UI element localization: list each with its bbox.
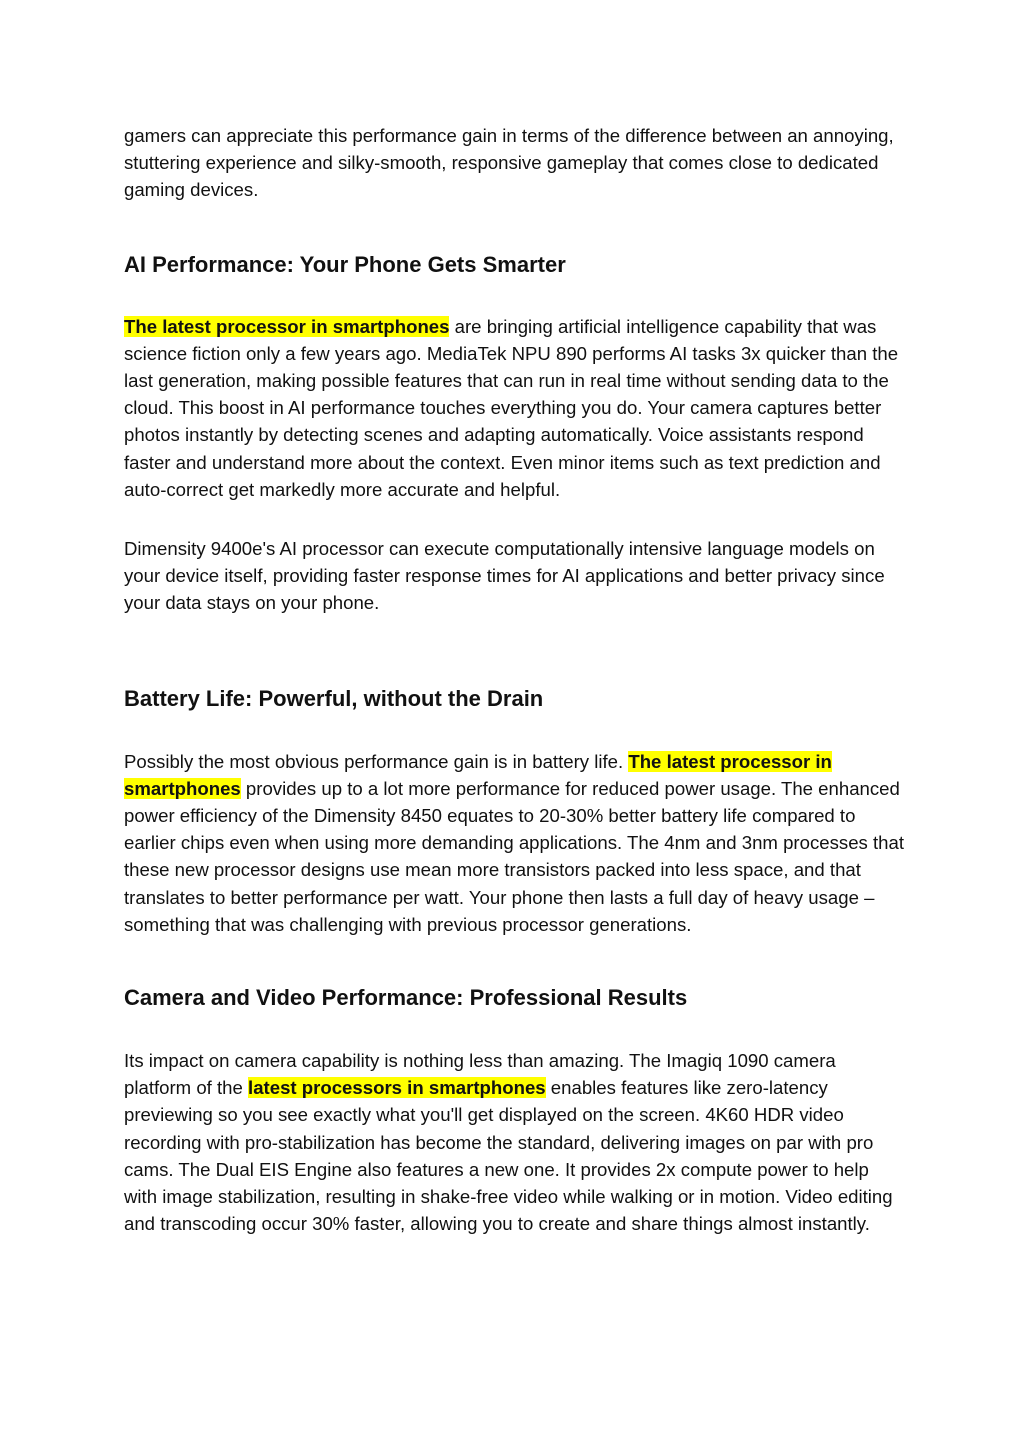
camera-paragraph [124, 1047, 904, 1237]
highlighted-keyword[interactable]: The latest processor in smartphones [124, 750, 832, 799]
battery-paragraph-text-start: Possibly the most obvious performance gain is in battery life. [124, 750, 629, 772]
camera-video-heading: Camera and Video Performance: Professional Results [124, 985, 688, 1011]
ai-paragraph-2: Dimensity 9400e's AI processor can execute computationally intensive language models on your device itself, providing faster response times for AI applications and better privacy since your data stays on your phone. [124, 538, 885, 614]
highlighted-keyword[interactable]: The latest processor in smartphones [124, 315, 450, 337]
intro-paragraph: gamers can appreciate this performance gain in terms of the difference between an annoying, stuttering experience and silky-smooth, responsive gameplay that comes close to dedicated gaming devices. [124, 125, 894, 201]
ai-paragraph-1-text: are bringing artificial intelligence capability that was science fiction only a few years ago. MediaTek NPU 890 performs AI tasks 3x quicker than the last generation, making possible features that can run in real time without sending data to the cloud. This boost in AI performance touches everything you do. Your camera captures better photos instantly by detecting scenes and adapting automatically. Voice assistants respond faster and understand more about the context. Even minor items such as text prediction and auto-correct get markedly more accurate and helpful. [124, 315, 899, 500]
document-page [124, 122, 904, 1237]
battery-paragraph-text-end: provides up to a lot more performance for reduced power usage. The enhanced power efficiency of the Dimensity 8450 equates to 20-30% better battery life compared to earlier chips even when using more demanding applications. The 4nm and 3nm processes that these new processor designs use mean more transistors packed into less space, and that translates to better performance per watt. Your phone then lasts a full day of heavy usage – something that was challenging with previous processor generations. [124, 777, 905, 935]
camera-paragraph-text-start: Its impact on camera capability is nothing less than amazing. The Imagiq 1090 camera platform of the [124, 1050, 836, 1099]
ai-performance-heading: AI Performance: Your Phone Gets Smarter [124, 251, 566, 277]
highlighted-keyword[interactable]: latest processors in smartphones [248, 1077, 546, 1099]
battery-paragraph [124, 748, 904, 938]
battery-life-heading: Battery Life: Powerful, without the Drain [124, 685, 544, 711]
ai-paragraph-1 [124, 313, 904, 503]
camera-paragraph-text-end: enables features like zero-latency previewing so you see exactly what you'll get displayed on the screen. 4K60 HDR video recording with pro-stabilization has become the standard, delivering images on par with pro cams. The Dual EIS Engine also features a new one. It provides 2x compute power to help with image stabilization, resulting in shake-free video while walking or in motion. Video editing and transcoding occur 30% faster, allowing you to create and share things almost instantly. [124, 1077, 893, 1235]
